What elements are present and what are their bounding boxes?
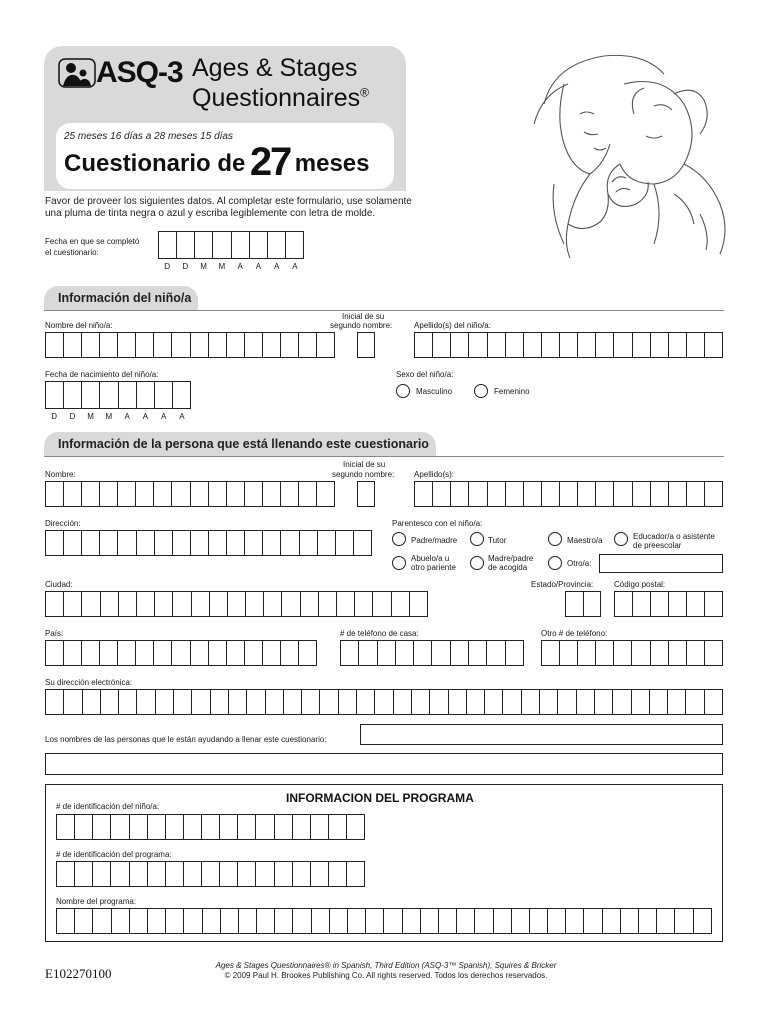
child-dob-letters bbox=[45, 412, 191, 421]
city-boxes[interactable] bbox=[45, 591, 428, 617]
footer-line-2: © 2009 Paul H. Brookes Publishing Co. All rights reserved. Todos los derechos reservados. bbox=[224, 971, 548, 980]
parent-child-logo-icon bbox=[58, 56, 98, 92]
completion-date-letters bbox=[158, 262, 304, 271]
person-section-title: Información de la persona que está llenando este cuestionario bbox=[44, 432, 436, 456]
rel-otro-label: Otro/a: bbox=[567, 559, 592, 568]
date-letter: A bbox=[142, 412, 149, 421]
person-section-line bbox=[44, 456, 724, 457]
country-label: País: bbox=[45, 629, 64, 638]
rel-maestro-label: Maestro/a bbox=[567, 536, 603, 545]
mother-child-illustration bbox=[524, 44, 738, 260]
age-range: 25 meses 16 días a 28 meses 15 días bbox=[64, 131, 233, 142]
rel-padre-label: Padre/madre bbox=[411, 536, 458, 545]
person-middle-initial-label-2: segundo nombre: bbox=[332, 470, 395, 479]
date-letter: A bbox=[255, 262, 262, 271]
program-section-title: INFORMACION DEL PROGRAMA bbox=[286, 791, 474, 805]
city-label: Ciudad: bbox=[45, 580, 73, 589]
logo-text: ASQ-3 bbox=[96, 56, 183, 89]
rel-educador-label-2: de preescolar bbox=[633, 541, 682, 550]
home-phone-label: # de teléfono de casa: bbox=[340, 629, 419, 638]
rel-abuelo-radio[interactable] bbox=[392, 556, 406, 570]
person-name-boxes[interactable] bbox=[45, 481, 335, 507]
title-line-1: Ages & Stages bbox=[192, 54, 358, 82]
date-letter: D bbox=[69, 412, 76, 421]
rel-otro-radio[interactable] bbox=[548, 556, 562, 570]
sex-femenino-radio[interactable] bbox=[474, 384, 488, 398]
date-letter: A bbox=[292, 262, 298, 271]
sex-masculino-radio[interactable] bbox=[396, 384, 410, 398]
person-last-name-boxes[interactable] bbox=[414, 481, 723, 507]
date-letter: A bbox=[124, 412, 130, 421]
date-letter: M bbox=[105, 412, 113, 421]
title-line-2 bbox=[192, 84, 369, 113]
program-id-label: # de identificación del programa: bbox=[56, 850, 172, 859]
form-code: E102270100 bbox=[45, 966, 112, 981]
home-phone-boxes[interactable] bbox=[340, 640, 524, 666]
sex-masculino-label: Masculino bbox=[416, 387, 453, 396]
child-name-label: Nombre del niño/a: bbox=[45, 321, 113, 330]
child-dob-boxes[interactable] bbox=[45, 381, 191, 409]
rel-educador-radio[interactable] bbox=[614, 532, 628, 546]
title-line-2-text: Questionnaires bbox=[192, 84, 361, 112]
completion-date-boxes[interactable] bbox=[158, 231, 304, 259]
person-middle-initial-label-1: Inicial de su bbox=[343, 460, 386, 469]
program-name-boxes[interactable] bbox=[56, 908, 712, 934]
rel-tutor-label: Tutor bbox=[488, 536, 507, 545]
date-letter: A bbox=[160, 412, 167, 421]
rel-abuelo-label-1: Abuelo/a u bbox=[411, 554, 450, 563]
rel-educador-label-1: Educador/a o asistente bbox=[633, 532, 715, 541]
zip-boxes[interactable] bbox=[614, 591, 723, 617]
date-letter: M bbox=[218, 262, 226, 271]
child-section-title: Información del niño/a bbox=[44, 286, 198, 310]
date-letter: M bbox=[200, 262, 207, 271]
helpers-label: Los nombres de las personas que le están ayudando a llenar este cuestionario: bbox=[45, 735, 327, 744]
country-boxes[interactable] bbox=[45, 640, 317, 666]
date-letter: A bbox=[237, 262, 243, 271]
footer-line-1: Ages & Stages Questionnaires® in Spanish, Third Edition (ASQ-3™ Spanish), Squires & Bricker bbox=[215, 961, 557, 970]
program-name-label: Nombre del programa: bbox=[56, 897, 137, 906]
rel-padre-radio[interactable] bbox=[392, 532, 406, 546]
address-boxes[interactable] bbox=[45, 530, 372, 556]
helpers-input-1[interactable] bbox=[360, 724, 723, 745]
instructions-line-1: Favor de proveer los siguientes datos. Al completar este formulario, use solamente bbox=[45, 196, 412, 207]
person-middle-initial-box[interactable] bbox=[357, 481, 375, 507]
person-last-name-label: Apellido(s): bbox=[414, 470, 455, 479]
helpers-input-2[interactable] bbox=[45, 753, 723, 775]
child-name-boxes[interactable] bbox=[45, 332, 335, 358]
rel-madre-acogida-radio[interactable] bbox=[470, 556, 484, 570]
date-letter: D bbox=[182, 262, 189, 271]
rel-abuelo-label-2: otro pariente bbox=[411, 563, 456, 572]
child-dob-label: Fecha de nacimiento del niño/a: bbox=[45, 370, 159, 379]
state-boxes[interactable] bbox=[565, 591, 601, 617]
rel-madre-acogida-label-2: de acogida bbox=[488, 563, 528, 572]
completion-date-label-1: Fecha en que se completó bbox=[45, 237, 140, 246]
relationship-label: Parentesco con el niño/a: bbox=[392, 519, 483, 528]
date-letter: D bbox=[51, 412, 58, 421]
questionnaire-title bbox=[64, 140, 370, 185]
other-phone-label: Otro # de teléfono: bbox=[541, 629, 608, 638]
registered-mark: ® bbox=[360, 85, 369, 100]
child-last-name-boxes[interactable] bbox=[414, 332, 723, 358]
program-id-boxes[interactable] bbox=[56, 861, 365, 887]
state-label: Estado/Provincia: bbox=[531, 580, 594, 589]
other-phone-boxes[interactable] bbox=[541, 640, 723, 666]
asq-logo bbox=[58, 54, 186, 94]
rel-maestro-radio[interactable] bbox=[548, 532, 562, 546]
child-id-label: # de identificación del niño/a: bbox=[56, 802, 160, 811]
child-id-boxes[interactable] bbox=[56, 814, 365, 840]
date-letter: M bbox=[87, 412, 94, 421]
questionnaire-suffix: meses bbox=[294, 150, 370, 177]
rel-otro-input[interactable] bbox=[599, 554, 723, 573]
rel-madre-acogida-label-1: Madre/padre bbox=[488, 554, 534, 563]
completion-date-label-2: el cuestionario: bbox=[45, 248, 99, 257]
child-middle-initial-label-2: segundo nombre: bbox=[330, 321, 393, 330]
child-last-name-label: Apellido(s) del niño/a: bbox=[414, 321, 491, 330]
sex-femenino-label: Femenino bbox=[494, 387, 530, 396]
date-letter: D bbox=[164, 262, 171, 271]
questionnaire-prefix: Cuestionario de bbox=[64, 150, 246, 177]
date-letter: A bbox=[179, 412, 185, 421]
child-middle-initial-label-1: Inicial de su bbox=[342, 312, 385, 321]
zip-label: Código postal: bbox=[614, 580, 666, 589]
instructions-line-2: una pluma de tinta negra o azul y escriba legiblemente con letra de molde. bbox=[45, 208, 376, 219]
person-name-label: Nombre: bbox=[45, 470, 76, 479]
date-letter: A bbox=[273, 262, 280, 271]
address-label: Dirección: bbox=[45, 519, 81, 528]
questionnaire-number: 27 bbox=[249, 140, 291, 184]
child-sex-label: Sexo del niño/a: bbox=[396, 370, 454, 379]
child-section-line bbox=[44, 310, 724, 311]
child-middle-initial-box[interactable] bbox=[357, 332, 375, 358]
rel-tutor-radio[interactable] bbox=[470, 532, 484, 546]
email-boxes[interactable] bbox=[45, 689, 723, 715]
email-label: Su dirección electrónica: bbox=[45, 678, 133, 687]
